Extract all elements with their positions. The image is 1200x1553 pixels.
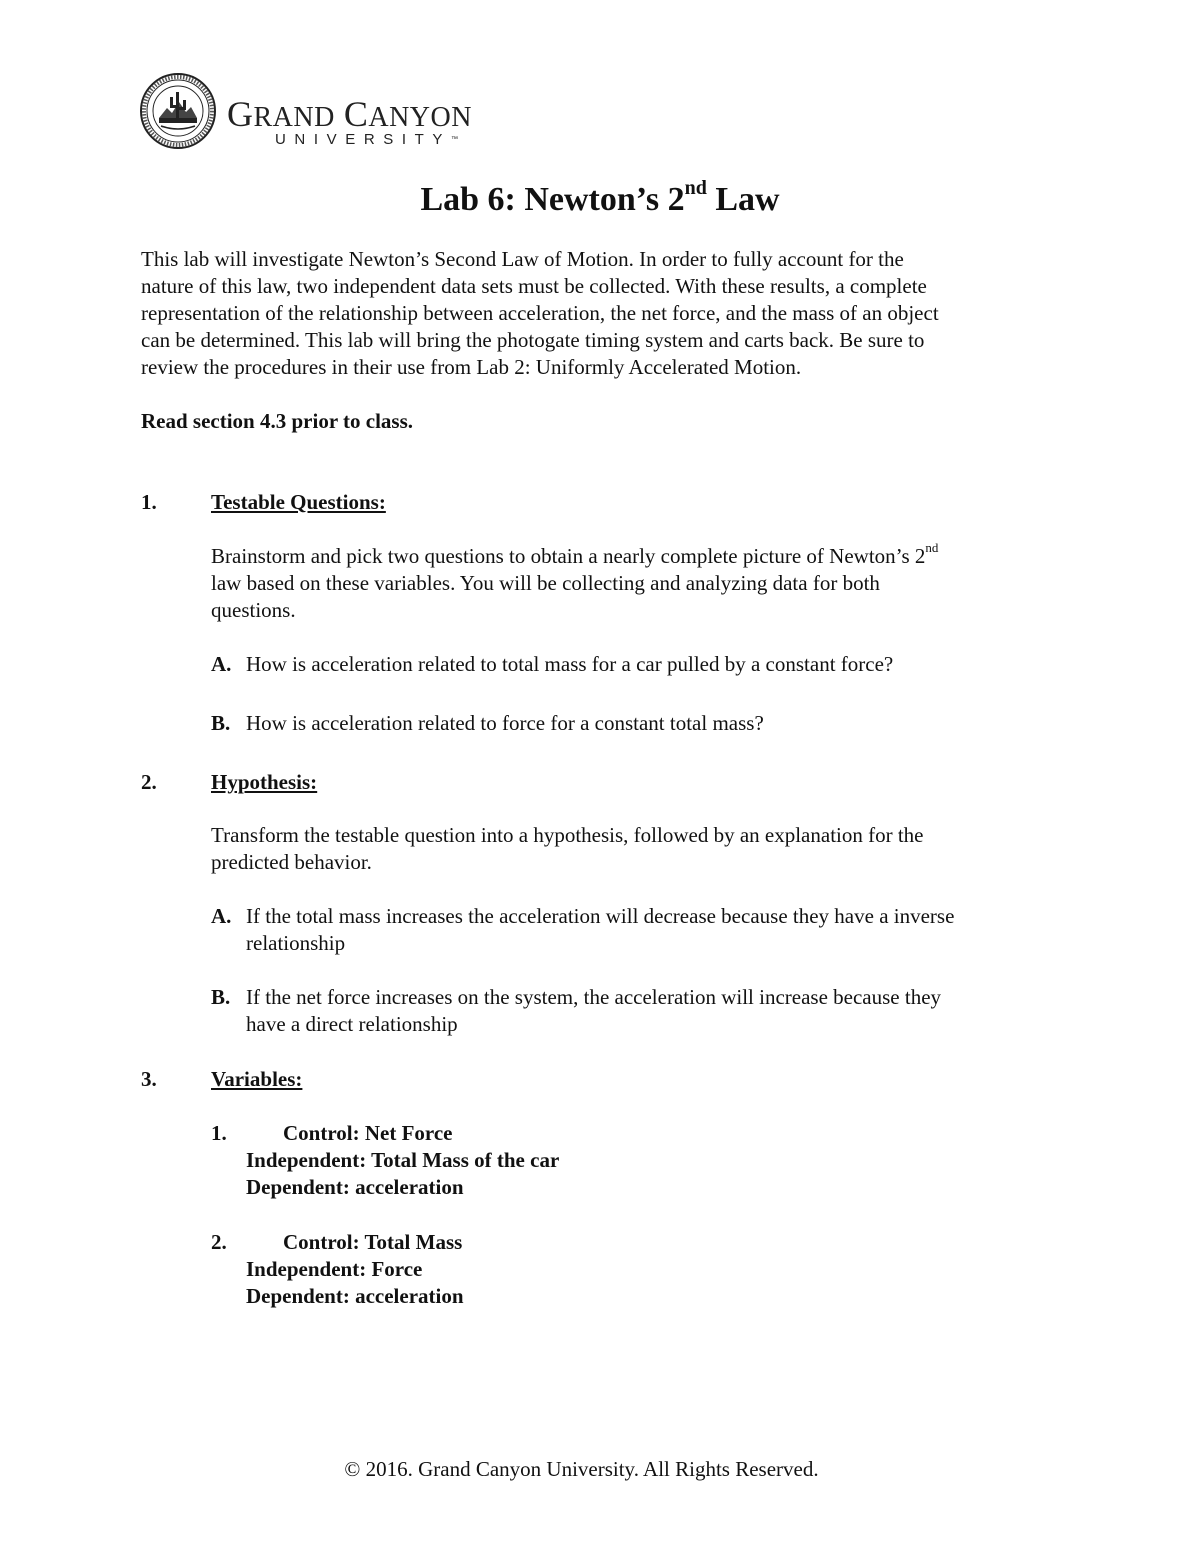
section-2-heading: Hypothesis: [211,770,318,794]
logo-wordmark-rand: RAND [253,102,335,133]
logo-wordmark-g: G [227,94,254,134]
intro-line: review the procedures in their use from Lab 2: Uniformly Accelerated Motion. [141,355,802,379]
title-superscript: nd [684,176,707,199]
intro-line: nature of this law, two independent data sets must be collected. With these results, a complete [141,274,927,298]
hypothesis-b-line: have a direct relationship [246,1012,458,1036]
section-2-body-line: predicted behavior. [211,850,372,874]
university-logo [139,72,499,150]
variable-set-2-independent: Independent: Force [246,1257,423,1281]
logo-wordmark [227,96,472,136]
intro-line: This lab will investigate Newton’s Second Law of Motion. In order to fully account for the [141,247,904,271]
page-title [0,178,1200,222]
section-3-heading: Variables: [211,1067,303,1091]
section-1-body-line: law based on these variables. You will be collecting and analyzing data for both [211,571,880,595]
title-text-after: Law [706,181,780,218]
question-b-text: How is acceleration related to force for a constant total mass? [246,711,764,735]
section-3-number: 3. [141,1067,157,1091]
variable-set-1-number: 1. [211,1121,227,1145]
section-1-heading: Testable Questions: [211,490,386,514]
hypothesis-a-label: A. [211,904,232,928]
intro-line: can be determined. This lab will bring the photogate timing system and carts back. Be sure to [141,328,925,352]
question-a-text: How is acceleration related to total mass for a car pulled by a constant force? [246,652,894,676]
variable-set-2-number: 2. [211,1230,227,1254]
variable-set-2-control: Control: Total Mass [283,1230,463,1254]
logo-subtitle [275,131,458,149]
variable-set-1-control: Control: Net Force [283,1121,453,1145]
section-1-body-line [211,540,939,570]
section-2-body-line: Transform the testable question into a hypothesis, followed by an explanation for the [211,823,924,847]
section-2-number: 2. [141,770,157,794]
question-a-label: A. [211,652,232,676]
logo-wordmark-c: C [343,94,369,134]
intro-line: representation of the relationship between acceleration, the net force, and the mass of an object [141,301,939,325]
hypothesis-a-line: relationship [246,931,346,955]
section-1-number: 1. [141,490,157,514]
university-seal-icon [139,72,217,150]
section-1-body-superscript: nd [925,540,939,555]
section-1-body-text: Brainstorm and pick two questions to obtain a nearly complete picture of Newton’s 2 [211,544,926,568]
logo-subtitle-text: UNIVERSITY [275,131,452,148]
variable-set-2-dependent: Dependent: acceleration [246,1284,464,1308]
hypothesis-a-line: If the total mass increases the acceleration will decrease because they have a inverse [246,904,955,928]
hypothesis-b-line: If the net force increases on the system, the acceleration will increase because they [246,985,942,1009]
reading-assignment: Read section 4.3 prior to class. [141,409,414,433]
hypothesis-b-label: B. [211,985,231,1009]
logo-trademark: ™ [451,136,459,143]
variable-set-1-dependent: Dependent: acceleration [246,1175,464,1199]
variable-set-1-independent: Independent: Total Mass of the car [246,1148,560,1172]
copyright-footer: © 2016. Grand Canyon University. All Rights Reserved. [344,1457,819,1481]
question-b-label: B. [211,711,231,735]
title-text-before: Lab 6: Newton’s 2 [420,181,685,218]
section-1-body-line: questions. [211,598,296,622]
logo-wordmark-anyon: ANYON [368,102,472,133]
